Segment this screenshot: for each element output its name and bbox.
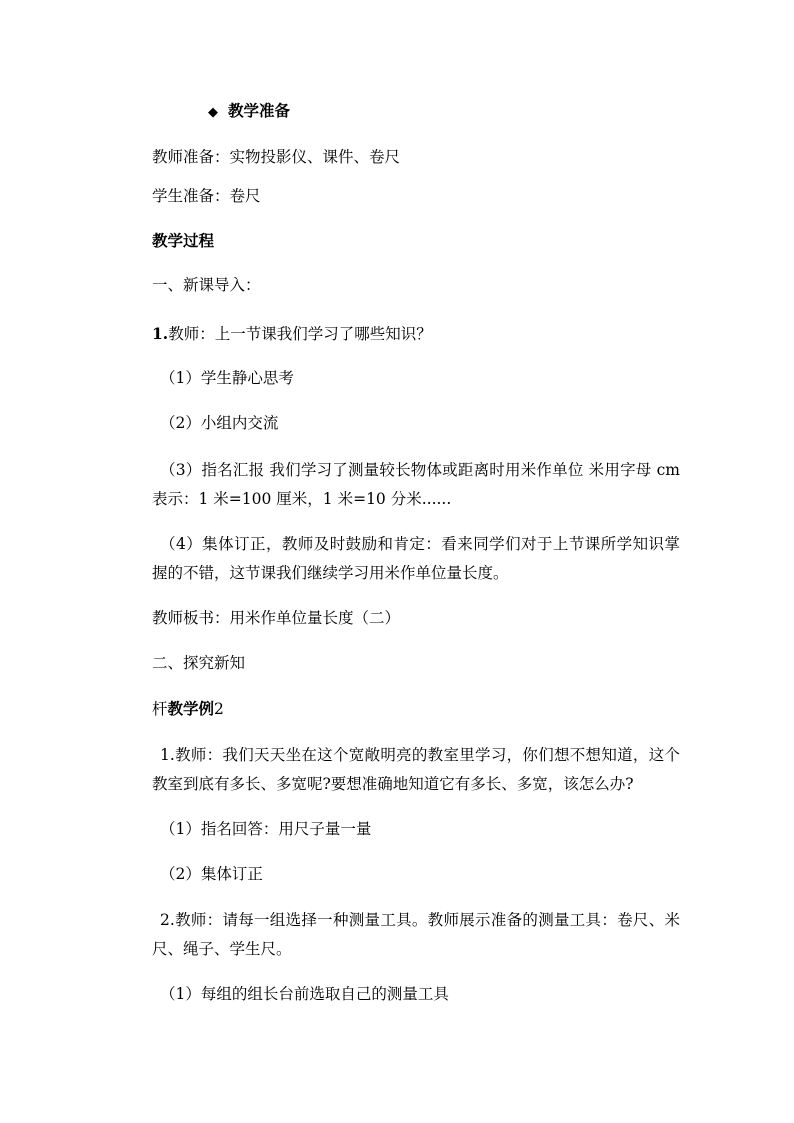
part1-title: 一、新课导入： xyxy=(152,276,261,294)
example-title: 教学例 xyxy=(167,699,215,718)
para-2-line2: 尺、绳子、学生尺。 xyxy=(152,940,292,958)
section-heading xyxy=(208,100,290,124)
q1-step-3-line1: （3）指名汇报 我们学习了测量较长物体或距离时用米作单位 米用字母 cm xyxy=(160,461,680,479)
p1-step-2: （2）集体订正 xyxy=(160,865,263,883)
q1-step-4-line2: 握的不错，这节课我们继续学习用米作单位量长度。 xyxy=(152,564,509,582)
question-1-number: 1. xyxy=(152,324,169,343)
example-number: 2 xyxy=(214,700,224,718)
q1-step-2: （2）小组内交流 xyxy=(160,414,279,432)
para-1-line2: 教室到底有多长、多宽呢?要想准确地知道它有多长、多宽，该怎么办? xyxy=(152,775,634,793)
board-note: 教师板书：用米作单位量长度（二） xyxy=(152,609,401,627)
example-heading xyxy=(152,698,224,720)
section-heading-text: 教学准备 xyxy=(228,101,291,120)
process-heading: 教学过程 xyxy=(152,231,215,250)
question-1-text: 教师：上一节课我们学习了哪些知识？ xyxy=(168,325,432,343)
p1-step-1: （1）指名回答：用尺子量一量 xyxy=(160,820,372,838)
q1-step-1: （1）学生静心思考 xyxy=(160,369,294,387)
student-prep: 学生准备：卷尺 xyxy=(152,187,261,205)
example-prefix: 杆 xyxy=(152,700,168,718)
q1-step-4-line1: （4）集体订正，教师及时鼓励和肯定：看来同学们对于上节课所学知识掌 xyxy=(160,535,680,553)
teacher-prep: 教师准备：实物投影仪、课件、卷尺 xyxy=(152,148,401,166)
para-2-line1: 2.教师：请每一组选择一种测量工具。教师展示准备的测量工具：卷尺、米 xyxy=(160,911,680,929)
p2-step-1: （1）每组的组长台前选取自己的测量工具 xyxy=(160,985,449,1003)
diamond-bullet-icon: ◆ xyxy=(208,105,218,120)
part2-title: 二、探究新知 xyxy=(152,654,246,672)
q1-step-3-line2: 表示：1 米=100 厘米，1 米=10 分米...... xyxy=(152,490,452,508)
para-1-line1: 1.教师：我们天天坐在这个宽敞明亮的教室里学习，你们想不想知道，这个 xyxy=(160,746,680,764)
question-1 xyxy=(152,323,432,345)
